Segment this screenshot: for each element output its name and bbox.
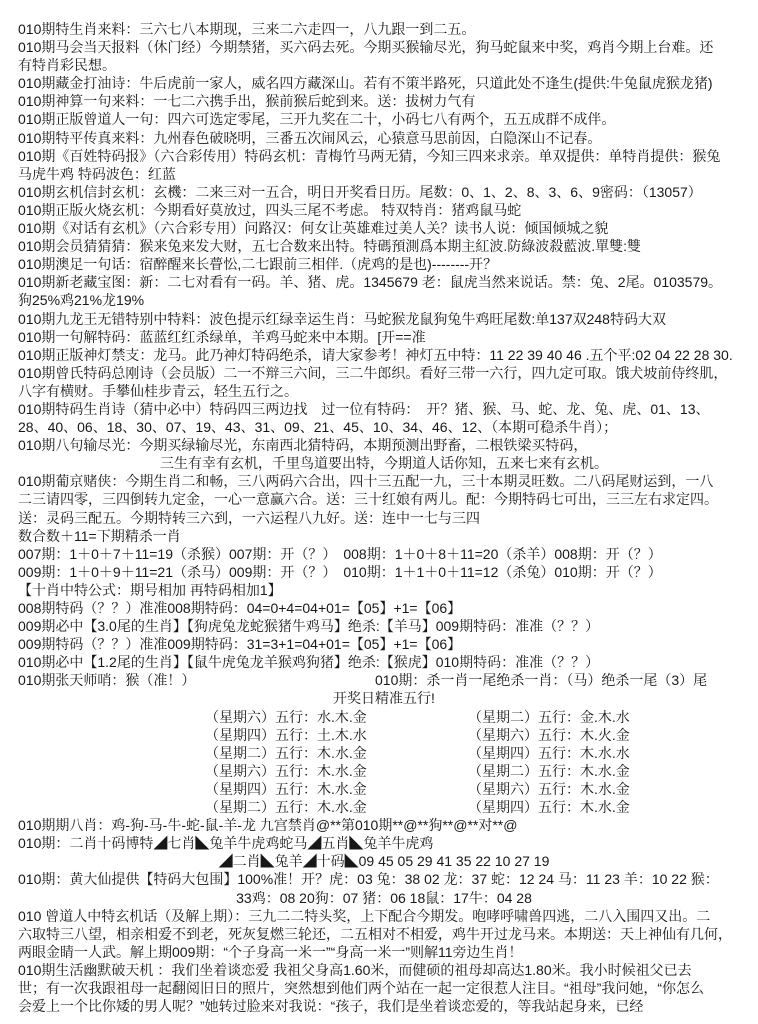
- text-line: 010期神算一句来料：一七二六携手出，猴前猴后蛇到来。送：拔树力气有: [18, 93, 476, 110]
- text-line: 世；有一次我跟祖母一起翻阅旧日的照片，突然想到他们两个站在一起一定很惹人注目。“祖母”我问她，“你怎么: [18, 979, 704, 996]
- text-segment: （星期六）五行：木.水.金: [205, 762, 367, 779]
- text-line: 马虎牛鸡 特码波色：红蓝: [18, 165, 176, 182]
- text-segment: （星期四）五行：木.水.水: [468, 744, 630, 761]
- text-line: 010期正版火烧玄机：今期看好莫放过，四头三尾不考虑。 特双特肖：猪鸡鼠马蛇: [18, 201, 522, 218]
- text-line: 009期特码（？？）准准009期特码：31=3+1=04+01=【05】+1=【06】: [18, 636, 462, 653]
- text-line: 开奖日精准五行!: [333, 690, 435, 707]
- text-line: 狗25%鸡21%龙19%: [18, 292, 145, 309]
- text-line: 007期：1＋0＋7＋11=19（杀猴）007期：开（？） 008期：1＋0＋8＋11=20（杀羊）008期：开（？）: [18, 545, 662, 562]
- text-line: 010期澳足一句话：宿醉醒来长瞢忪,二七跟前三相伴.（虎鸡的是也)--------开？: [18, 256, 498, 273]
- text-line: 009期必中【3.0尾的生肖】【狗虎兔龙蛇猴猪牛鸡马】绝杀:【羊马】009期特码：准准（？？）: [18, 618, 600, 635]
- text-line: ◢二肖◣兔羊◢十码◣09 45 05 29 41 35 22 10 27 19: [218, 853, 550, 870]
- text-line: 010期《对话有玄机》（六合彩专用）问路汉：何女让英雄难过美人关？读书人说：倾国倾城之貌: [18, 220, 609, 237]
- text-line: 010期：二肖十码博特◢七肖◣兔羊牛虎鸡蛇马◢五肖◣兔羊牛虎鸡: [18, 835, 434, 852]
- text-line: 008期特码（？？）准准008期特码：04=0+4=04+01=【05】+1=【06】: [18, 600, 462, 616]
- text-segment: 010期：杀一肖一尾绝杀一肖：（马）绝杀一尾（3）尾: [375, 672, 708, 689]
- text-line: 010期期八肖：鸡-狗-马-牛-蛇-鼠-羊-龙 九宫禁肖@**第010期**@**狗**@**对**@: [18, 817, 518, 834]
- text-line: 010期曾氏特码总刚诗（会员版）二一不辩三六间，三二牛郎织。看好三带一六行，四九定可取。饿犬坡前侍终肌，: [18, 364, 728, 381]
- text-line: 010期正版神灯禁支：龙马。此乃神灯特码绝杀，请大家参考！神灯五中特：11 22 39 40 46 .五个平:02 04 22 28 30.: [18, 346, 733, 363]
- text-line: 010 曾道人中特玄机话（及解上期）：三九二二特头奖，上下配合今期发。咆哮呼啸兽四逃，二八入围四又出。二: [18, 907, 711, 924]
- text-line: 两眼金睛一人武。解上期009期：“个子身高一米一”“身高一米一”则解11旁边生肖！: [18, 943, 523, 960]
- text-line: 010期九龙王无错特别中特料：波色提示红绿幸运生肖：马蛇猴龙鼠狗兔牛鸡旺尾数:单137双248特码大双: [18, 310, 666, 327]
- text-line: 010期特码生肖诗（猜中必中）特码四三两边找 过一位有特码： 开？猪、猴、马、蛇、龙、兔、虎、01、13、: [18, 400, 710, 417]
- text-line: 010期玄机信封玄机：玄機：二来三对一五合，明日开奖看日历。尾数：0、1、2、8、3、6、9密码：（13057）: [18, 183, 702, 200]
- text-line: 010期马会当天报料（休门经）今期禁猪，买六码去死。今期买猴输尽光，狗马蛇鼠来中奖，鸡肖今期上台难。还: [18, 39, 714, 56]
- text-line: 010期一句解特码：蓝蓝红红杀绿单，羊鸡马蛇来中本期。[开==准: [18, 328, 426, 345]
- text-line: 010期会员猜猜猜：猴来兔来发大财，五七合数来出特。特碼預測爲本期主紅波.防綠波殺藍波.單雙:雙: [18, 238, 642, 255]
- text-line: 010期八句输尽光：今期买绿输尽光，东南西北猜特码，本期预测出野畜，二根铁梁买特码，: [18, 437, 588, 454]
- text-line: 八字有横财。手攀仙桂步青云，轻生五行之。: [18, 382, 298, 399]
- text-segment: （星期六）五行：木.火.金: [468, 726, 630, 743]
- text-segment: （星期四）五行：土.木.水: [205, 726, 367, 743]
- text-line: 010期新老藏宝图：新：二七对看有一码。羊、猪、虎。1345679 老：鼠虎当然来说话。禁：兔、2尾。0103579。: [18, 274, 723, 291]
- text-line: 二三请四零，三四倒转九定金，一心一意赢六合。送：三十红娘有两儿。配：今期特码七可出，三三左右求定四。: [18, 491, 718, 508]
- text-line: 28、40、06、18、30、07、19、43、31、09、21、45、10、34、46、12、（本期可稳杀牛肖）；: [18, 419, 618, 436]
- wuxing-row: [18, 708, 750, 726]
- text-segment: 010期张天师哨：猴（准！）: [18, 672, 196, 689]
- split-line: [18, 671, 750, 689]
- text-line: 送：灵码三配五。今期特转三六到，一六运程八九好。送：连中一七与三四: [18, 509, 480, 526]
- text-line: 010期生活幽默破天机 ：我们坐着谈恋爱 我祖父身高1.60米，而健硕的祖母却高达1.80米。我小时候祖父已去: [18, 961, 692, 978]
- text-segment: （星期二）五行：木.水.金: [205, 799, 367, 816]
- text-segment: （星期二）五行：木.水.金: [205, 744, 367, 761]
- text-line: 010期正版曾道人一句：四六可选定零尾，三开九奖在二十，小码七八有两个，五五成群不成伴。: [18, 111, 616, 128]
- wuxing-row: [18, 798, 750, 816]
- text-line: 33鸡：08 20狗：07 猪：06 18鼠：17牛：04 28: [236, 889, 532, 906]
- text-line: 010期《百姓特码报》（六合彩传用）特码玄机：青梅竹马两无猜，今知三四来求亲。单双提供：单特肖提供：猴兔: [18, 147, 721, 164]
- text-line: 【十肖中特公式：期号相加 再特码相加1】: [18, 581, 282, 598]
- text-line: 010期特生肖来料：三六七八本期现，三来二六走四一，八九跟一到二五。: [18, 21, 476, 37]
- text-segment: （星期二）五行：木.水.金: [468, 762, 630, 779]
- text-segment: （星期六）五行：木.水.金: [468, 780, 630, 797]
- text-segment: （星期四）五行：木.水.金: [468, 799, 630, 816]
- text-line: 三生有幸有玄机，千里鸟道要出特，今期道人话你知，五来七来有玄机。: [160, 455, 608, 472]
- text-line: 六取特三八望，相亲相爱不到老，死灰复燃三轮还，二五相对不相爱，鸡牛开过龙马来。本期送：天上神仙有几何，: [18, 925, 732, 942]
- text-line: 有特肖彩民想。: [18, 57, 116, 74]
- wuxing-row: [18, 744, 750, 762]
- wuxing-row: [18, 726, 750, 744]
- text-line: 010期必中【1.2尾的生肖】【鼠牛虎兔龙羊猴鸡狗猪】绝杀:【猴虎】010期特码：准准（？？）: [18, 654, 600, 671]
- wuxing-row: [18, 780, 750, 798]
- text-line: 会爱上一个比你矮的男人呢？”她转过脸来对我说：“孩子，我们是坐着谈恋爱的，等我站起身来，已经: [18, 998, 644, 1015]
- text-line: 010期藏金打油诗：牛后虎前一家人，威名四方藏深山。若有不策半路死，只道此处不逢生(提供:牛兔鼠虎猴龙猪): [18, 75, 713, 92]
- text-line: 数合数＋11=下期精杀一肖: [18, 527, 181, 544]
- text-segment: （星期四）五行：木.水.金: [205, 780, 367, 797]
- text-segment: （星期二）五行：金.木.水: [468, 708, 630, 725]
- text-line: 010期：黄大仙提供【特码大包围】100%准！开？虎：03 兔：38 02 龙：37 蛇：12 24 马：11 23 羊：10 22 猴：: [18, 871, 719, 888]
- text-segment: （星期六）五行：水.木.金: [205, 708, 367, 725]
- wuxing-row: [18, 762, 750, 780]
- text-line: 010期特平传真来料：九州春色破晓明，三番五次闹风云，心猿意马思前因，白隐深山不记春。: [18, 129, 602, 146]
- text-line: 010期葡京赌侠：今期生肖二和畅，三八两码六合出，四十三五配一九，三十本期灵旺数。二八码尾财运到，一八: [18, 473, 714, 490]
- text-line: 009期：1＋0＋9＋11=21（杀马）009期：开（？） 010期：1＋1＋0＋11=12（杀兔）010期：开（？）: [18, 563, 662, 580]
